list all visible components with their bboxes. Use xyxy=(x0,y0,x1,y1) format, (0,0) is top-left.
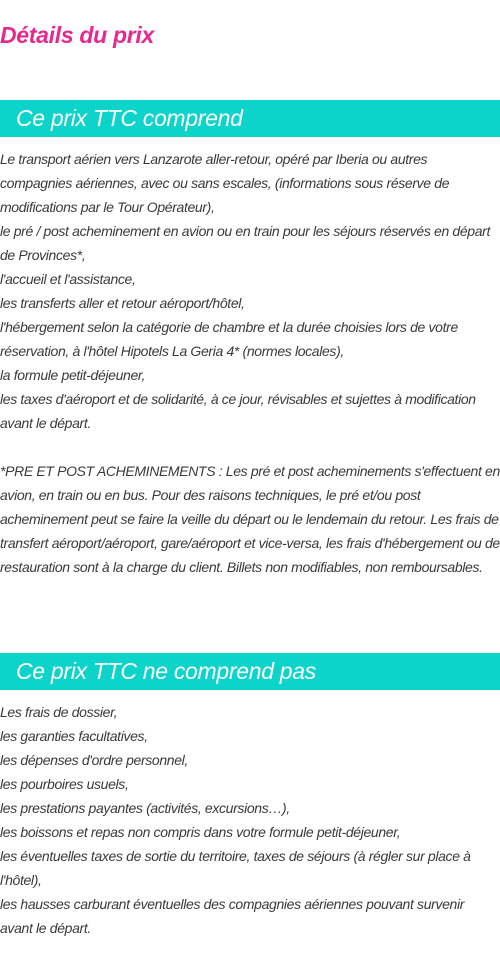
excluded-section-heading: Ce prix TTC ne comprend pas xyxy=(0,653,500,690)
included-item: les transferts aller et retour aéroport/hôtel, xyxy=(0,295,245,311)
included-item: l'accueil et l'assistance, xyxy=(0,271,136,287)
excluded-item: les prestations payantes (activités, excursions…), xyxy=(0,800,290,816)
included-item: la formule petit-déjeuner, xyxy=(0,367,145,383)
included-item: l'hébergement selon la catégorie de chambre et la durée choisies lors de votre réservation, à l'hôtel Hipotels La Geria 4* (normes locales), xyxy=(0,319,458,359)
excluded-section-body xyxy=(0,700,500,940)
included-item: le pré / post acheminement en avion ou en train pour les séjours réservés en départ de Provinces*, xyxy=(0,223,491,263)
excluded-item: les boissons et repas non compris dans votre formule petit-déjeuner, xyxy=(0,824,401,840)
page-title: Détails du prix xyxy=(0,22,154,48)
acheminement-note: *PRE ET POST ACHEMINEMENTS : Les pré et post acheminements s'effectuent en avion, en train ou en bus. Pour des raisons techniques, le pré et/ou post acheminement peut se faire la veille du départ ou le lendemain du retour. Les frais de transfert aéroport/aéroport, gare/aéroport et vice-versa, les frais d'hébergement ou de restauration sont à la charge du client. Billets non modifiables, non remboursables. xyxy=(0,463,500,575)
excluded-item: les éventuelles taxes de sortie du territoire, taxes de séjours (à régler sur place à l'hôtel), xyxy=(0,848,471,888)
excluded-item: Les frais de dossier, xyxy=(0,704,118,720)
excluded-item: les garanties facultatives, xyxy=(0,728,148,744)
included-section-body xyxy=(0,147,500,579)
excluded-item: les hausses carburant éventuelles des compagnies aériennes pouvant survenir avant le départ. xyxy=(0,896,465,936)
included-section-heading: Ce prix TTC comprend xyxy=(0,100,500,137)
excluded-item: les dépenses d'ordre personnel, xyxy=(0,752,188,768)
paragraph-gap xyxy=(0,435,500,459)
excluded-item: les pourboires usuels, xyxy=(0,776,129,792)
included-item: les taxes d'aéroport et de solidarité, à ce jour, révisables et sujettes à modification avant le départ. xyxy=(0,391,476,431)
included-item: Le transport aérien vers Lanzarote aller-retour, opéré par Iberia ou autres compagnies aériennes, avec ou sans escales, (informations sous réserve de modifications par le Tour Opérateur), xyxy=(0,151,450,215)
